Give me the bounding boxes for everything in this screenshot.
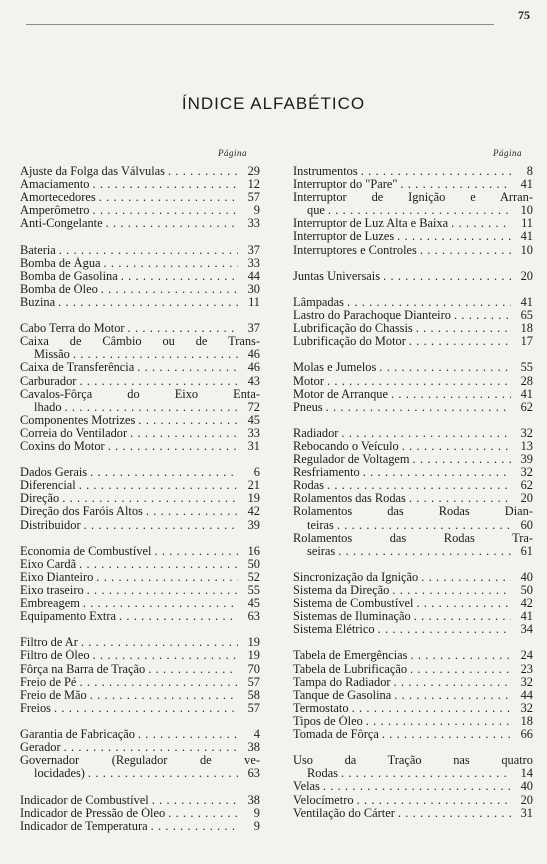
entry-label: Amortecedores . . . — [20, 191, 238, 204]
entry-label: Caixa de Câmbio ou de Trans- — [20, 335, 260, 349]
index-entry — [293, 217, 533, 230]
entry-label: Garantia de Fabricação . . . — [20, 728, 238, 741]
entry-page-number: 9 — [253, 818, 260, 833]
entry-page-number: 19 — [247, 491, 260, 506]
index-entry — [293, 230, 533, 243]
index-entry — [20, 414, 260, 427]
index-entry — [20, 440, 260, 453]
entry-page-number: 43 — [247, 373, 260, 388]
entry-label: Bomba de Água . . . — [20, 257, 238, 270]
index-group — [293, 649, 533, 741]
column-header-right: Página — [493, 148, 522, 158]
entry-page-number: 9 — [253, 203, 260, 218]
index-entry — [293, 702, 533, 715]
entry-label: Lubrificação do Chassis . . . — [293, 322, 511, 335]
entry-label: Direção dos Faróis Altos . . . — [20, 505, 238, 518]
entry-page-number: 29 — [247, 164, 260, 178]
entry-page-number: 62 — [520, 478, 533, 493]
entry-label: Rolamentos das Rodas Tra- — [293, 531, 533, 545]
index-entry — [20, 584, 260, 597]
index-entry — [293, 532, 533, 545]
index-entry — [20, 741, 260, 754]
entry-page-number: 17 — [520, 334, 533, 349]
entry-label: Tipos de Óleo . . . — [293, 715, 511, 728]
index-entry — [20, 204, 260, 217]
entry-label: Amperômetro . . . — [20, 204, 238, 217]
entry-label: Tampa do Radiador . . . — [293, 676, 511, 689]
entry-label: Termostato . . . — [293, 702, 511, 715]
entry-page-number: 31 — [247, 438, 260, 453]
entry-label: Velas . . . — [293, 780, 511, 793]
index-entry — [20, 322, 260, 335]
entry-label: Ventilação do Cárter . . . — [293, 807, 511, 820]
index-entry — [293, 492, 533, 505]
index-group — [20, 244, 260, 309]
page-title: ÍNDICE ALFABÉTICO — [181, 94, 366, 113]
entry-page-number: 61 — [520, 543, 533, 558]
entry-page-number: 34 — [520, 622, 533, 637]
entry-page-number: 6 — [253, 465, 260, 480]
entry-page-number: 19 — [247, 648, 260, 663]
index-entry — [293, 296, 533, 309]
entry-page-number: 10 — [520, 242, 533, 257]
entry-page-number: 46 — [247, 360, 260, 375]
entry-label: Sistema da Direção . . . — [293, 584, 511, 597]
entry-page-number: 42 — [247, 504, 260, 519]
entry-page-number: 58 — [247, 687, 260, 702]
index-entry — [293, 610, 533, 623]
index-entry — [20, 388, 260, 401]
index-entry-continuation — [293, 767, 533, 780]
index-entry — [293, 584, 533, 597]
entry-page-number: 45 — [247, 412, 260, 427]
entry-page-number: 18 — [520, 321, 533, 336]
entry-page-number: 41 — [520, 294, 533, 309]
entry-label: Interruptores e Controles . . . — [293, 244, 511, 257]
index-entry — [20, 754, 260, 767]
entry-label: Governador (Regulador de ve- — [20, 754, 260, 768]
entry-page-number: 11 — [248, 294, 260, 309]
index-entry — [293, 728, 533, 741]
index-entry — [20, 728, 260, 741]
index-entry — [20, 636, 260, 649]
entry-page-number: 70 — [247, 661, 260, 676]
entry-page-number: 30 — [247, 281, 260, 296]
entry-label: Motor de Arranque . . . — [293, 388, 511, 401]
entry-label: Bateria . . . — [20, 244, 238, 257]
index-entry — [293, 597, 533, 610]
entry-label: Dados Gerais . . . — [20, 466, 238, 479]
entry-label: Regulador de Voltagem . . . — [293, 453, 511, 466]
entry-page-number: 62 — [520, 399, 533, 414]
index-group — [20, 728, 260, 780]
entry-label: Componentes Motrizes . . . — [20, 414, 238, 427]
entry-label: Equipamento Extra . . . — [20, 610, 238, 623]
index-group — [293, 165, 533, 257]
entry-label: Rebocando o Veículo . . . — [293, 440, 511, 453]
index-entry — [293, 244, 533, 257]
entry-page-number: 37 — [247, 321, 260, 336]
entry-label: Tomada de Fôrça . . . — [293, 728, 511, 741]
index-entry — [20, 820, 260, 833]
entry-page-number: 50 — [520, 583, 533, 597]
index-group — [293, 754, 533, 819]
index-entry — [293, 309, 533, 322]
entry-label: Filtro de Ar . . . — [20, 636, 238, 649]
entry-page-number: 63 — [247, 609, 260, 624]
entry-page-number: 33 — [247, 255, 260, 270]
index-entry — [293, 388, 533, 401]
index-entry — [293, 663, 533, 676]
entry-page-number: 57 — [247, 674, 260, 689]
entry-label: Cabo Terra do Motor . . . — [20, 322, 238, 335]
entry-page-number: 8 — [526, 164, 533, 178]
entry-label: Radiador . . . — [293, 427, 511, 440]
index-group — [20, 466, 260, 531]
index-entry — [293, 754, 533, 767]
entry-page-number: 20 — [520, 491, 533, 506]
index-entry — [293, 440, 533, 453]
entry-page-number: 55 — [247, 583, 260, 597]
entry-page-number: 42 — [520, 596, 533, 611]
index-entry — [293, 505, 533, 518]
entry-label: Bomba de Óleo . . . — [20, 283, 238, 296]
index-entry — [293, 401, 533, 414]
entry-label: Ajuste da Folga das Válvulas . . . — [20, 165, 238, 178]
entry-label: Distribuidor . . . — [20, 519, 238, 532]
index-group — [293, 361, 533, 413]
index-column-right — [293, 165, 533, 820]
index-group — [20, 545, 260, 624]
entry-page-number: 14 — [520, 766, 533, 781]
index-entry — [20, 361, 260, 374]
entry-label: Correia do Ventilador . . . — [20, 427, 238, 440]
entry-page-number: 66 — [520, 727, 533, 742]
entry-label: Economia de Combustível . . . — [20, 545, 238, 558]
index-entry — [20, 663, 260, 676]
entry-label: Tabela de Lubrificação . . . — [293, 663, 511, 676]
entry-label-continuation: teiras . . . — [293, 519, 511, 532]
entry-page-number: 44 — [520, 687, 533, 702]
entry-label: Freio de Mão . . . — [20, 689, 238, 702]
entry-label: Rolamentos das Rodas Dian- — [293, 505, 533, 519]
entry-label: Carburador . . . — [20, 375, 238, 388]
entry-page-number: 72 — [247, 399, 260, 414]
index-group — [20, 322, 260, 453]
entry-label: Filtro de Óleo . . . — [20, 649, 238, 662]
index-entry — [20, 296, 260, 309]
entry-label: Molas e Jumelos . . . — [293, 361, 511, 374]
entry-page-number: 20 — [520, 268, 533, 283]
index-entry — [20, 519, 260, 532]
index-entry — [20, 178, 260, 191]
index-column-left — [20, 165, 260, 833]
entry-page-number: 41 — [520, 177, 533, 192]
entry-label: Indicador de Temperatura . . . — [20, 820, 238, 833]
index-entry — [20, 702, 260, 715]
entry-label: Resfriamento . . . — [293, 466, 511, 479]
entry-page-number: 46 — [247, 347, 260, 362]
index-entry — [20, 610, 260, 623]
entry-label: Instrumentos . . . — [293, 165, 511, 178]
entry-page-number: 12 — [247, 177, 260, 192]
entry-label: Bomba de Gasolina . . . — [20, 270, 238, 283]
entry-label: Freios . . . — [20, 702, 238, 715]
entry-label: Velocímetro . . . — [293, 794, 511, 807]
entry-page-number: 4 — [253, 727, 260, 742]
entry-label: Lastro do Parachoque Dianteiro . . . — [293, 309, 511, 322]
index-entry-continuation — [20, 767, 260, 780]
entry-label: Freio de Pé . . . — [20, 676, 238, 689]
index-entry-continuation — [293, 204, 533, 217]
entry-label: Sistemas de Iluminação . . . — [293, 610, 511, 623]
entry-label-continuation: que . . . — [293, 204, 511, 217]
entry-label: Interruptor de Ignição e Arran- — [293, 191, 533, 205]
entry-page-number: 41 — [520, 609, 533, 624]
entry-label: Interruptor de Luzes . . . — [293, 230, 511, 243]
entry-page-number: 10 — [520, 203, 533, 218]
entry-label: Tabela de Emergências . . . — [293, 649, 511, 662]
index-entry — [293, 571, 533, 584]
entry-label: Sistema Elétrico . . . — [293, 623, 511, 636]
index-entry — [20, 492, 260, 505]
index-entry — [293, 427, 533, 440]
entry-page-number: 50 — [247, 556, 260, 571]
entry-page-number: 11 — [521, 216, 533, 231]
entry-label-continuation: locidades) . . . — [20, 767, 238, 780]
entry-page-number: 41 — [520, 229, 533, 244]
entry-page-number: 32 — [520, 465, 533, 480]
entry-label-continuation: lhado . . . — [20, 401, 238, 414]
entry-label: Buzina . . . — [20, 296, 238, 309]
index-entry — [293, 479, 533, 492]
entry-label: Indicador de Pressão de Óleo . . . — [20, 807, 238, 820]
index-entry — [20, 427, 260, 440]
index-entry — [293, 335, 533, 348]
entry-page-number: 40 — [520, 779, 533, 794]
entry-page-number: 63 — [247, 766, 260, 781]
entry-label: Eixo Dianteiro . . . — [20, 571, 238, 584]
entry-page-number: 57 — [247, 700, 260, 715]
index-entry — [293, 178, 533, 191]
index-entry — [293, 453, 533, 466]
entry-page-number: 40 — [520, 569, 533, 584]
header-rule — [26, 24, 494, 25]
index-entry — [293, 361, 533, 374]
entry-label: Direção . . . — [20, 492, 238, 505]
entry-page-number: 41 — [520, 386, 533, 401]
entry-page-number: 38 — [247, 740, 260, 755]
entry-label-continuation: Missão . . . — [20, 348, 238, 361]
index-entry — [293, 466, 533, 479]
entry-page-number: 52 — [247, 569, 260, 584]
index-entry — [293, 270, 533, 283]
index-entry — [20, 479, 260, 492]
index-entry — [20, 257, 260, 270]
entry-page-number: 32 — [520, 700, 533, 715]
entry-page-number: 60 — [520, 517, 533, 532]
entry-label: Interruptor de Luz Alta e Baixa . . . — [293, 217, 511, 230]
entry-label: Caixa de Transferência . . . — [20, 361, 238, 374]
entry-page-number: 19 — [247, 635, 260, 650]
index-entry — [20, 545, 260, 558]
entry-label: Gerador . . . — [20, 741, 238, 754]
entry-page-number: 24 — [520, 648, 533, 663]
index-entry — [20, 191, 260, 204]
entry-page-number: 32 — [520, 674, 533, 689]
index-entry — [293, 689, 533, 702]
index-entry — [20, 244, 260, 257]
index-entry — [20, 649, 260, 662]
entry-label: Embreagem . . . — [20, 597, 238, 610]
entry-label: Cavalos-Fôrça do Eixo Enta- — [20, 387, 260, 401]
entry-label: Interruptor do "Pare" . . . — [293, 178, 511, 191]
index-entry-continuation — [293, 519, 533, 532]
entry-label: Eixo traseiro . . . — [20, 584, 238, 597]
entry-label: Sistema de Combustível . . . — [293, 597, 511, 610]
index-group — [293, 296, 533, 348]
index-entry — [20, 375, 260, 388]
index-entry — [293, 794, 533, 807]
entry-page-number: 45 — [247, 596, 260, 611]
entry-page-number: 55 — [520, 360, 533, 375]
entry-label: Tanque de Gasolina . . . — [293, 689, 511, 702]
column-header-left: Página — [218, 148, 247, 158]
index-entry — [20, 270, 260, 283]
entry-page-number: 38 — [247, 792, 260, 807]
entry-page-number: 21 — [247, 478, 260, 493]
entry-label: Anti-Congelante . . . — [20, 217, 238, 230]
index-group — [20, 636, 260, 715]
index-entry — [20, 558, 260, 571]
entry-label: Indicador de Combustível . . . — [20, 794, 238, 807]
entry-label: Amaciamento . . . — [20, 178, 238, 191]
entry-label: Motor . . . — [293, 375, 511, 388]
entry-page-number: 18 — [520, 713, 533, 728]
index-entry — [20, 466, 260, 479]
index-entry-continuation — [293, 545, 533, 558]
entry-page-number: 37 — [247, 242, 260, 257]
index-entry — [20, 165, 260, 178]
index-group — [20, 165, 260, 230]
entry-page-number: 39 — [520, 452, 533, 467]
entry-page-number: 31 — [520, 805, 533, 820]
index-entry — [20, 794, 260, 807]
index-entry — [293, 676, 533, 689]
entry-label: Coxins do Motor . . . — [20, 440, 238, 453]
index-entry — [293, 375, 533, 388]
index-entry — [20, 571, 260, 584]
entry-page-number: 13 — [520, 438, 533, 453]
index-entry — [20, 217, 260, 230]
index-entry — [20, 807, 260, 820]
entry-label: Rolamentos das Rodas . . . — [293, 492, 511, 505]
index-entry — [293, 649, 533, 662]
entry-label: Eixo Cardã . . . — [20, 558, 238, 571]
index-entry — [20, 335, 260, 348]
entry-label-continuation: Rodas . . . — [293, 767, 511, 780]
entry-page-number: 44 — [247, 268, 260, 283]
index-entry-continuation — [20, 401, 260, 414]
index-group — [293, 270, 533, 283]
entry-page-number: 39 — [247, 517, 260, 532]
index-entry — [293, 780, 533, 793]
index-entry — [20, 505, 260, 518]
entry-page-number: 32 — [520, 425, 533, 440]
entry-label: Fôrça na Barra de Tração . . . — [20, 663, 238, 676]
index-entry — [293, 623, 533, 636]
index-entry — [293, 322, 533, 335]
entry-label: Uso da Tração nas quatro — [293, 754, 533, 768]
entry-page-number: 33 — [247, 425, 260, 440]
index-entry — [293, 191, 533, 204]
entry-page-number: 33 — [247, 216, 260, 231]
index-entry — [20, 597, 260, 610]
entry-page-number: 57 — [247, 190, 260, 205]
index-entry — [293, 165, 533, 178]
entry-page-number: 16 — [247, 543, 260, 558]
index-group — [293, 571, 533, 636]
entry-label: Pneus . . . — [293, 401, 511, 414]
index-entry-continuation — [20, 348, 260, 361]
index-entry — [293, 715, 533, 728]
entry-page-number: 65 — [520, 308, 533, 323]
entry-label: Rodas . . . — [293, 479, 511, 492]
index-entry — [20, 689, 260, 702]
entry-page-number: 23 — [520, 661, 533, 676]
entry-label: Lubrificação do Motor . . . — [293, 335, 511, 348]
index-entry — [293, 807, 533, 820]
entry-label: Diferencial . . . — [20, 479, 238, 492]
page-number: 75 — [518, 8, 530, 22]
entry-page-number: 28 — [520, 373, 533, 388]
index-group — [293, 427, 533, 558]
entry-page-number: 9 — [253, 805, 260, 820]
entry-label: Sincronização da Ignição . . . — [293, 571, 511, 584]
entry-label: Lâmpadas . . . — [293, 296, 511, 309]
entry-page-number: 20 — [520, 792, 533, 807]
entry-label-continuation: seiras . . . — [293, 545, 511, 558]
index-entry — [20, 676, 260, 689]
entry-label: Juntas Universais . . . — [293, 270, 511, 283]
index-group — [20, 794, 260, 833]
index-entry — [20, 283, 260, 296]
